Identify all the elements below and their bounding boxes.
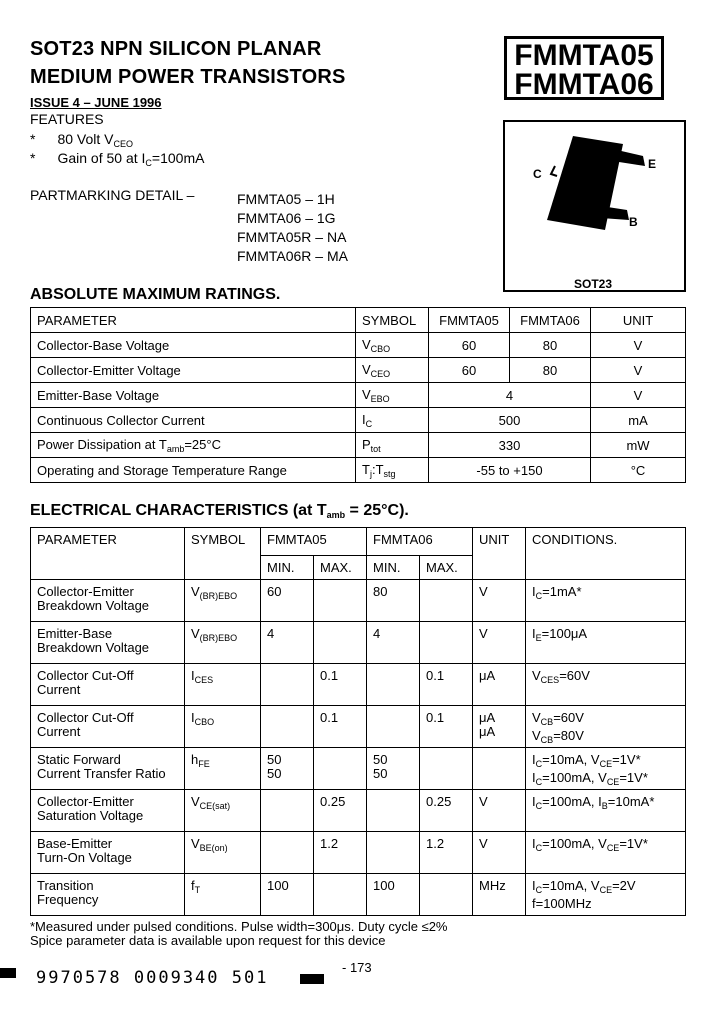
- table-row: Collector Cut-Off Current $I_{CES}$ 0.1 0.1 μA $V_{CES}=60V$: [31, 664, 686, 706]
- col-header: FMMTA06: [510, 308, 591, 333]
- sub-header: MIN.: [367, 556, 420, 580]
- ec-heading: ELECTRICAL CHARACTERISTICS (at $T_{amb} = 25^\circ C$).: [30, 502, 409, 520]
- footnote-pulsed: *Measured under pulsed conditions. Pulse width=300μs. Duty cycle ≤2%: [30, 919, 448, 934]
- partmarking-list: [237, 190, 348, 266]
- table-row: Operating and Storage Temperature Range $T_j:T_{stg}$ -55 to +150 °C: [31, 458, 686, 483]
- col-header: SYMBOL: [356, 308, 429, 333]
- col-header: UNIT: [591, 308, 686, 333]
- table-row: Collector-Emitter Breakdown Voltage $V_{(BR)EBO}$ 60 80 V $I_C=1mA*$: [31, 580, 686, 622]
- table-row: Collector-Emitter Saturation Voltage $V_{CE(sat)}$ 0.25 0.25 V $I_C=100mA$, $I_B=10mA*$: [31, 790, 686, 832]
- partmarking-item: FMMTA05 – 1H: [237, 191, 335, 207]
- partmarking-item: FMMTA06R – MA: [237, 248, 348, 264]
- barcode-number: 9970578 0009340 501: [36, 968, 269, 988]
- amr-heading: ABSOLUTE MAXIMUM RATINGS.: [30, 286, 281, 303]
- page-number: - 173: [342, 960, 372, 975]
- title-line-1: SOT23 NPN SILICON PLANAR: [30, 38, 322, 60]
- sub-header: MIN.: [261, 556, 314, 580]
- pin-e-label: E: [648, 157, 657, 171]
- table-row: Emitter-Base Breakdown Voltage $V_{(BR)EBO}$ 4 4 V $I_E=100\mu A$: [31, 622, 686, 664]
- col-header: CONDITIONS.: [526, 528, 686, 580]
- package-label: SOT23: [574, 277, 613, 290]
- table-row: Base-Emitter Turn-On Voltage $V_{BE(on)}$ 1.2 1.2 V $I_C=100mA$, $V_{CE}=1V*$: [31, 832, 686, 874]
- features-heading: FEATURES: [30, 111, 104, 127]
- col-header: PARAMETER: [31, 528, 185, 580]
- sub-header: MAX.: [420, 556, 473, 580]
- col-header: UNIT: [473, 528, 526, 580]
- col-header: SYMBOL: [185, 528, 261, 580]
- table-row: Static Forward Current Transfer Ratio $h_{FE}$ 50 50 50 50 $I_C=10mA$, $V_{CE}=1V*$ $I_C=100mA$, $V_{CE}=1V*$: [31, 748, 686, 790]
- table-row: Power Dissipation at $T_{amb}=25^\circ C$ $P_{tot}$ 330 mW: [31, 433, 686, 458]
- footnote-spice: Spice parameter data is available upon request for this device: [30, 933, 386, 948]
- part-number-1: FMMTA05: [514, 39, 654, 72]
- sub-header: MAX.: [314, 556, 367, 580]
- pin-b-label: B: [629, 215, 638, 229]
- feature-item: * 80 Volt $V_{CEO}$: [30, 131, 134, 149]
- table-row: Collector-Base Voltage $V_{CBO}$ 60 80 V: [31, 333, 686, 358]
- col-header: PARAMETER: [31, 308, 356, 333]
- black-mark-right: [300, 974, 324, 984]
- table-row: Emitter-Base Voltage $V_{EBO}$ 4 V: [31, 383, 686, 408]
- col-header: FMMTA05: [429, 308, 510, 333]
- table-row: Transition Frequency $f_T$ 100 100 MHz $I_C=10mA$, $V_{CE}=2V$ f=100MHz: [31, 874, 686, 916]
- ec-table: [30, 527, 686, 916]
- feature-item: * Gain of 50 at $I_C=100mA$: [30, 150, 205, 168]
- partmarking-item: FMMTA06 – 1G: [237, 210, 336, 226]
- part-number-2: FMMTA06: [514, 68, 654, 101]
- table-header-row: [31, 528, 686, 556]
- partmarking-label: PARTMARKING DETAIL –: [30, 187, 195, 203]
- part-number-box: [504, 36, 664, 100]
- table-row: Continuous Collector Current $I_C$ 500 mA: [31, 408, 686, 433]
- col-header: FMMTA06: [367, 528, 473, 556]
- title-line-2: MEDIUM POWER TRANSISTORS: [30, 66, 346, 88]
- table-row: Collector Cut-Off Current $I_{CBO}$ 0.1 0.1 μA μA $V_{CB}=60V$ $V_{CB}=80V$: [31, 706, 686, 748]
- table-row: Collector-Emitter Voltage $V_{CEO}$ 60 80 V: [31, 358, 686, 383]
- pin-c-label: C: [533, 167, 542, 181]
- partmarking-item: FMMTA05R – NA: [237, 229, 347, 245]
- amr-table: [30, 307, 686, 483]
- table-header-row: [31, 308, 686, 333]
- package-drawing-box: [503, 120, 686, 292]
- sot23-package-icon: [505, 122, 685, 290]
- issue-line: ISSUE 4 – JUNE 1996: [30, 95, 162, 110]
- black-mark-left: [0, 968, 16, 978]
- col-header: FMMTA05: [261, 528, 367, 556]
